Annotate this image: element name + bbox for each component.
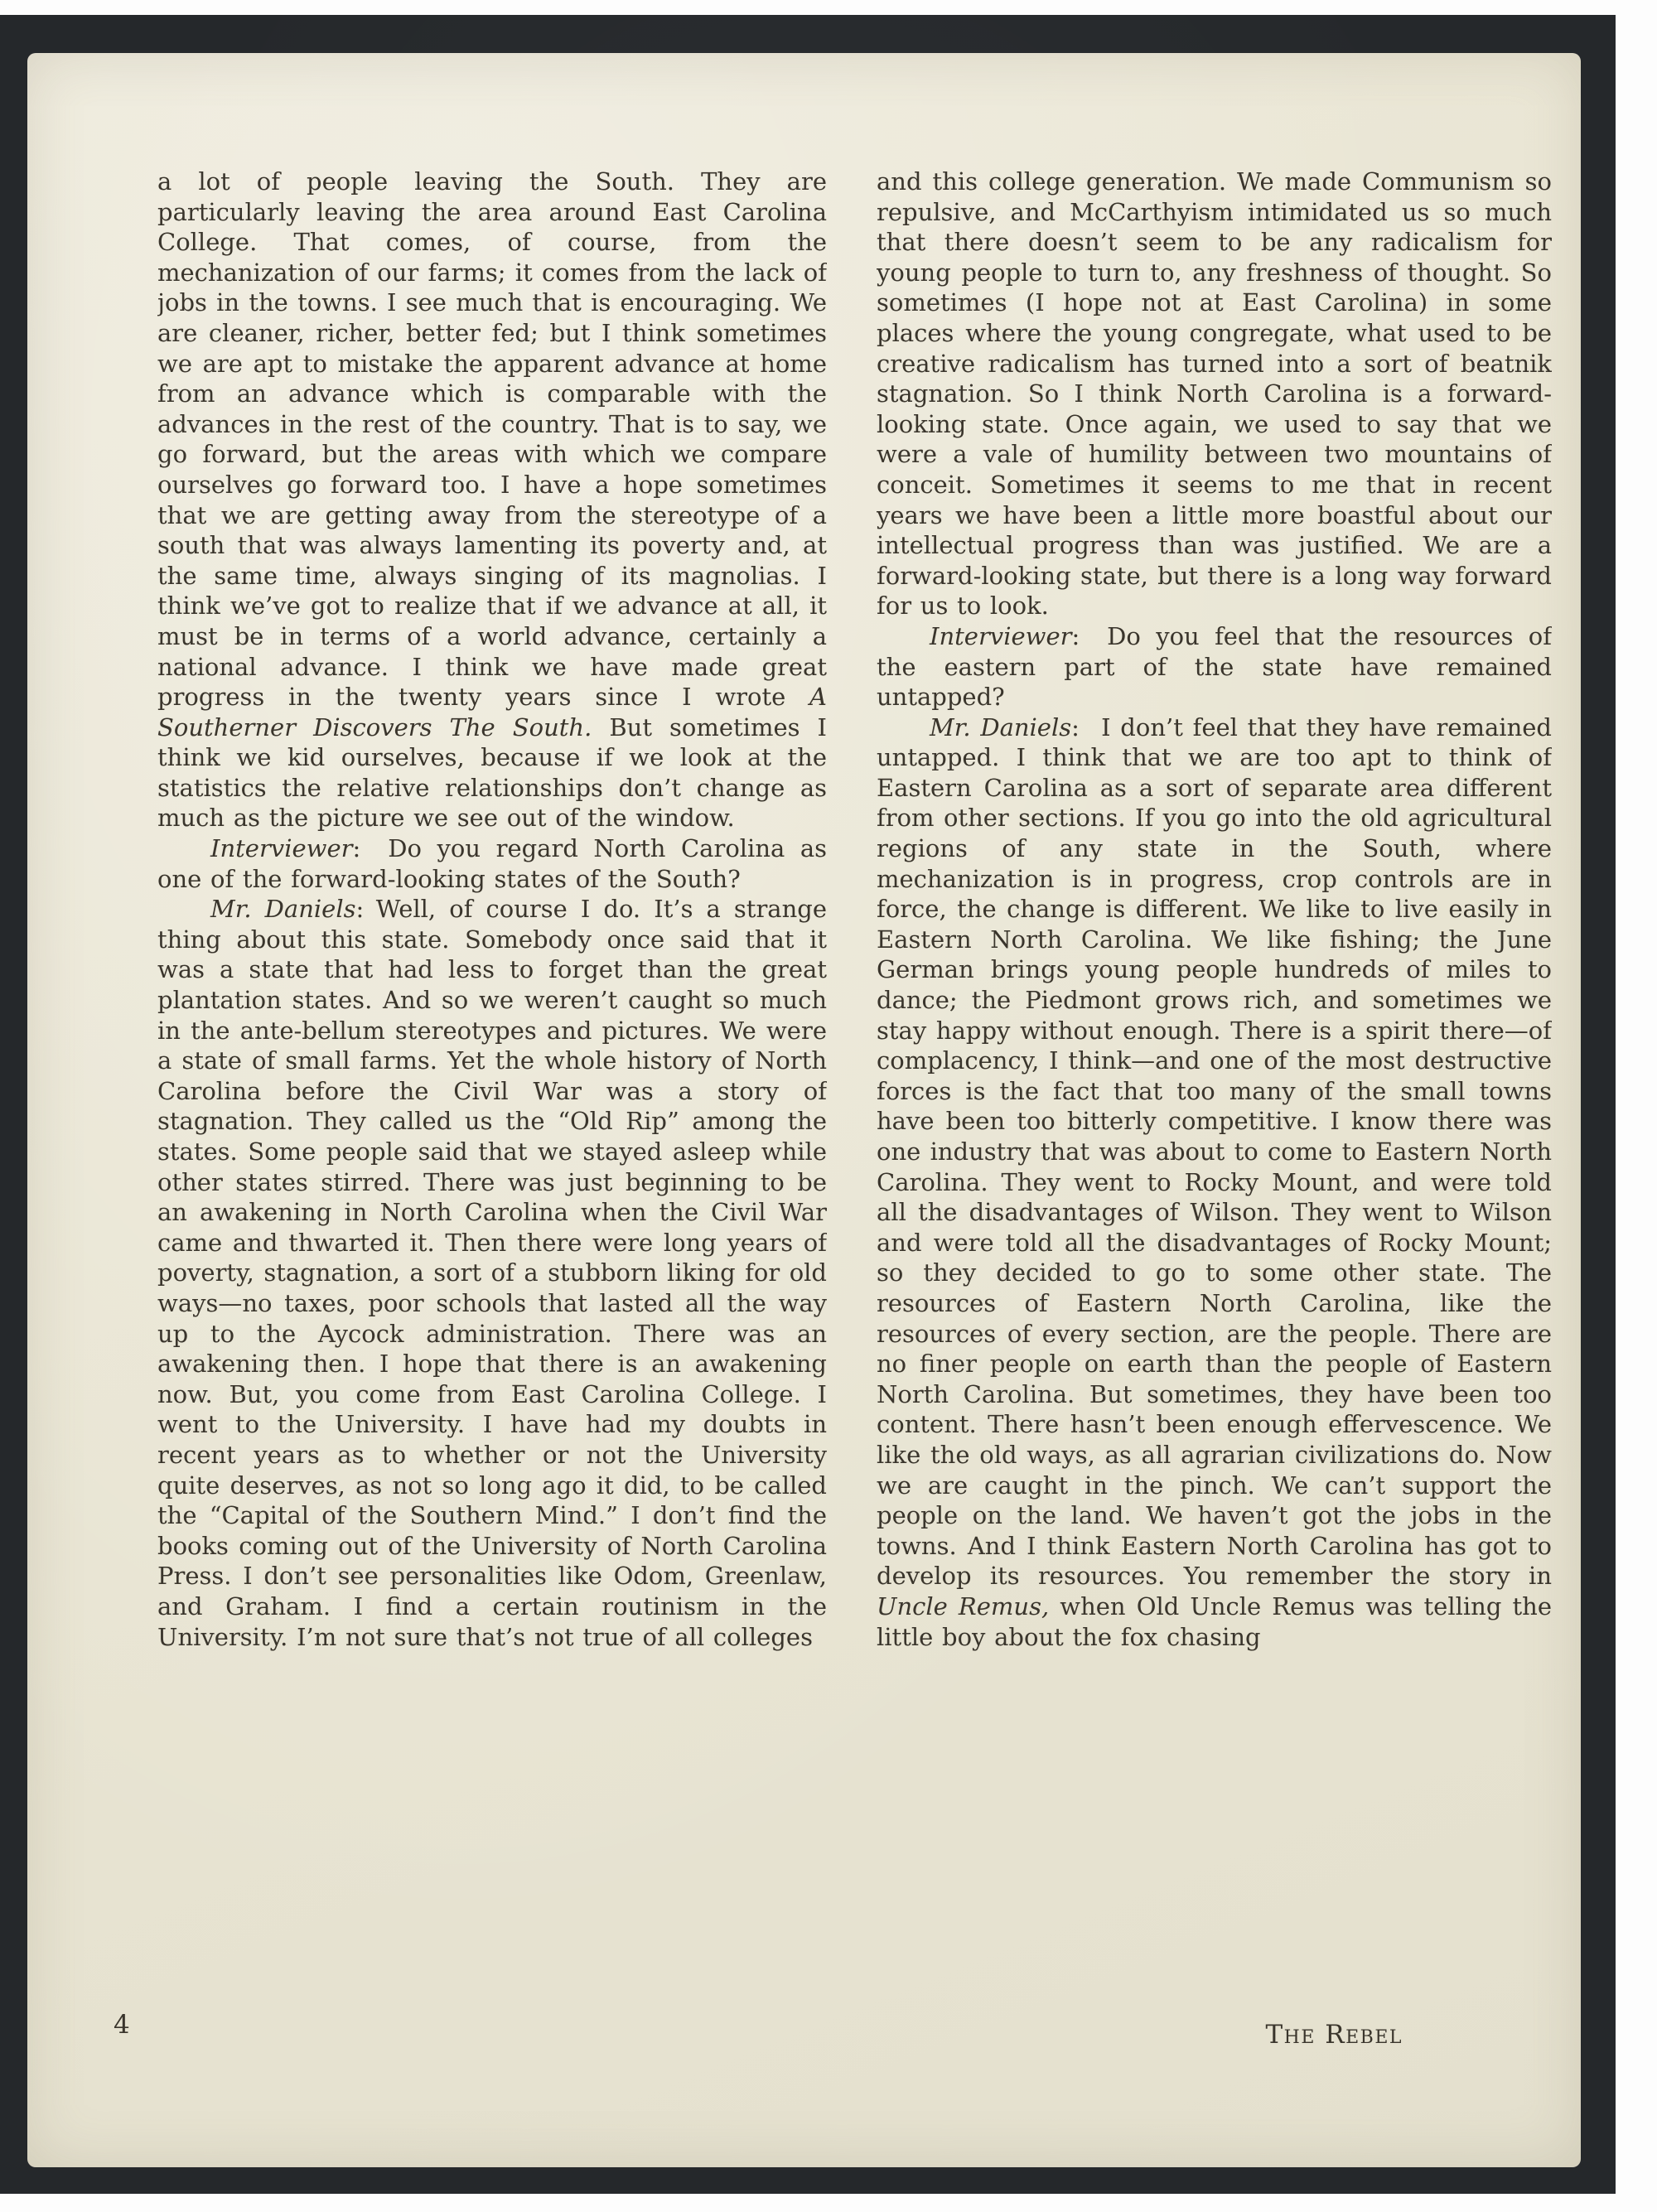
italic-text-segment: Mr. Daniels bbox=[210, 895, 356, 924]
text-segment: : Do you regard North Carolina as one of the forward-looking states of the South? bbox=[157, 834, 827, 893]
text-segment: a lot of people leaving the South. They are particularly leaving the area around East Carolina College. That comes, of course, from the mechanization of our farms; it comes from the lack of jobs in the towns. I see much that is encouraging. We are cleaner, richer, better fed; but I think sometimes we are apt to mistake the apparent advance at home from an advance which is comparable with the advances in the rest of the country. That is to say, we go forward, but the areas with which we compare ourselves go forward too. I have a hope sometimes that we are getting away from the stereotype of a south that was always lamenting its poverty and, at the same time, always singing of its magnolias. I think we’ve got to realize that if we advance at all, it must be in terms of a world advance, certainly a national advance. I think we have made great progress in the twenty years since I wrote bbox=[157, 167, 827, 712]
text-column-right bbox=[877, 167, 1552, 2018]
italic-text-segment: Mr. Daniels bbox=[930, 712, 1072, 741]
italic-text-segment: A Southerner Discovers The South. bbox=[157, 683, 827, 741]
page-number: 4 bbox=[114, 2010, 130, 2040]
text-segment: : I don’t feel that they have remained untapped. I think that we are too apt to think of Eastern Carolina as a sort of separate area different from other sections. If you go into the old agricultural regions of any state in the South, where mechanization is in progress, crop controls are in force, the change is different. We like to live easily in Eastern North Carolina. We like fishing; the June German brings young people hundreds of miles to dance; the Piedmont grows rich, and sometimes we stay happy without enough. There is a spirit there—of complacency, I think—and one of the most destructive forces is the fact that too many of the small towns have been too bitterly competitive. I know there was one industry that was about to come to Eastern North Carolina. They went to Rocky Mount, and were told all the disadvantages of Wilson. They went to Wilson and were told all the disadvantages of Rocky Mount; so they decided to go to some other state. The resources of Eastern North Carolina, like the resources of every section, are the people. There are no finer people on earth than the people of Eastern North Carolina. But sometimes, they have been too content. There hasn’t been enough effervescence. We like the old ways, as all agrarian civilizations do. Now we are caught in the pinch. We can’t support the people on the land. We haven’t got the jobs in the towns. And I think Eastern North Carolina has got to develop its resources. You remember the story in bbox=[877, 712, 1552, 1591]
scan-mat bbox=[0, 15, 1616, 2194]
text-segment: and this college generation. We made Communism so repulsive, and McCarthyism intimidated us so much that there doesn’t seem to be any radicalism for young people to turn to, any freshness of thought. So sometimes (I hope not at East Carolina) in some places where the young congregate, what used to be creative radicalism has turned into a sort of beatnik stagnation. So I think North Carolina is a forward-looking state. Once again, we used to say that we were a vale of humility between two mountains of conceit. Sometimes it seems to me that in recent years we have been a little more boastful about our intellectual progress than was justified. We are a forward-looking state, but there is a long way forward for us to look. bbox=[877, 167, 1552, 621]
daniels-answer bbox=[877, 712, 1552, 1652]
daniels-answer bbox=[157, 894, 827, 1652]
daniels-answer-continued bbox=[157, 167, 827, 833]
italic-text-segment: Uncle Remus, bbox=[877, 1591, 1050, 1620]
italic-text-segment: Interviewer bbox=[930, 621, 1072, 650]
text-column-left bbox=[157, 167, 827, 2018]
text-segment: : Do you feel that the resources of the eastern part of the state have remained untapped? bbox=[877, 621, 1552, 712]
interviewer-question bbox=[157, 833, 827, 894]
text-segment: But sometimes I think we kid ourselves, because if we look at the statistics the relative relationships don’t change as much as the picture we see out of the window. bbox=[157, 712, 827, 833]
text-segment: when Old Uncle Remus was telling the little boy about the fox chasing bbox=[877, 1591, 1552, 1651]
document-page bbox=[27, 53, 1581, 2167]
daniels-answer-continued bbox=[877, 167, 1552, 621]
italic-text-segment: Interviewer bbox=[210, 834, 353, 863]
text-segment: : Well, of course I do. It’s a strange thing about this state. Somebody once said that it was a state that had less to forget than the great plantation states. And so we weren’t caught so much in the ante-bellum stereotypes and pictures. We were a state of small farms. Yet the whole history of North Carolina before the Civil War was a story of stagnation. They called us the “Old Rip” among the states. Some people said that we stayed asleep while other states stirred. There was just beginning to be an awakening in North Carolina when the Civil War came and thwarted it. Then there were long years of poverty, stagnation, a sort of a stubborn liking for old ways—no taxes, poor schools that lasted all the way up to the Aycock administration. There was an awakening then. I hope that there is an awakening now. But, you come from East Carolina College. I went to the University. I have had my doubts in recent years as to whether or not the University quite deserves, as not so long ago it did, to be called the “Capital of the Southern Mind.” I don’t find the books coming out of the University of North Carolina Press. I don’t see personalities like Odom, Greenlaw, and Graham. I find a certain routinism in the University. I’m not sure that’s not true of all colleges bbox=[157, 895, 827, 1651]
interviewer-question bbox=[877, 621, 1552, 712]
journal-title: The Rebel bbox=[1265, 2020, 1403, 2050]
